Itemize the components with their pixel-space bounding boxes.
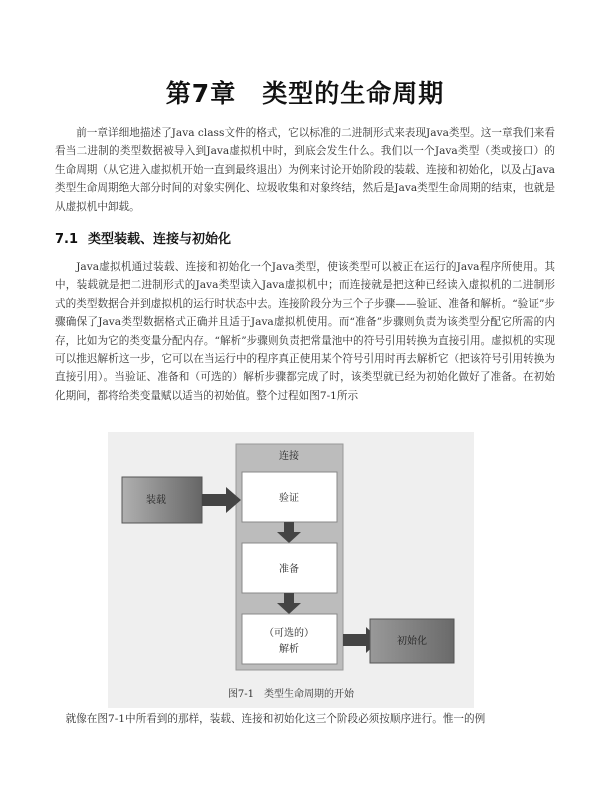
chapter-title: 第7章 类型的生命周期	[165, 79, 445, 108]
link-label: 连接	[279, 451, 299, 462]
prepare-label: 准备	[279, 564, 299, 575]
figure-caption: 图7-1 类型生命周期的开始	[227, 689, 355, 700]
verify-label: 验证	[279, 493, 299, 504]
section-number: 7.1	[55, 232, 79, 247]
section-heading	[55, 228, 231, 247]
arrow-load-to-verify	[202, 487, 241, 513]
resolve-label: 解析	[279, 644, 299, 655]
bottom-paragraph: 就像在图7-1中所看到的那样，装载、连接和初始化这三个阶段必须按顺序进行。惟一的例	[65, 713, 486, 725]
resolve-box	[242, 614, 337, 664]
lifecycle-diagram	[108, 432, 474, 708]
body-paragraph: Java虚拟机通过装载、连接和初始化一个Java类型，使该类型可以被正在运行的Java程序所使用。其中，装载就是把二进制形式的Java类型读入Java虚拟机中；而连接就是把这种已经读入虚拟机的二进制形式的类型数据合并到虚拟机的运行时状态中去。连接阶段分为三个子步骤——验证、准备和解析。“验证”步骤确保了Java类型数据格式正确并且适于Java虚拟机使用。而“准备”步骤则负责为该类型分配它所需的内存，比如为它的类变量分配内存。“解析”步骤则负责把常量池中的符号引用转换为直接引用。虚拟机的实现可以推迟解析这一步，它可以在当运行中的程序真正使用某个符号引用时再去解析它（把该符号引用转换为直接引用）。当验证、准备和（可选的）解析步骤都完成了时，该类型就已经为初始化做好了准备。在初始化期间，都将给类变量赋以适当的初始值。整个过程如图7-1所示	[55, 261, 555, 402]
load-label: 装载	[146, 495, 166, 506]
intro-paragraph: 前一章详细地描述了Java class文件的格式，它以标准的二进制形式来表现Java类型。这一章我们来看看当二进制的类型数据被导入到Java虚拟机中时，到底会发生什么。我们以一个Java类型（类或接口）的生命周期（从它进入虚拟机开始一直到最终退出）为例来讨论开始阶段的装载、连接和初始化，以及占Java类型生命周期绝大部分时间的对象实例化、垃圾收集和对象终结，然后是Java类型生命周期的结束，也就是从虚拟机中卸载。	[55, 127, 555, 213]
resolve-optional-label: （可选的）	[264, 628, 314, 639]
init-label: 初始化	[397, 636, 427, 647]
section-title: 类型装载、连接与初始化	[88, 232, 232, 247]
figure-7-1	[108, 432, 474, 708]
